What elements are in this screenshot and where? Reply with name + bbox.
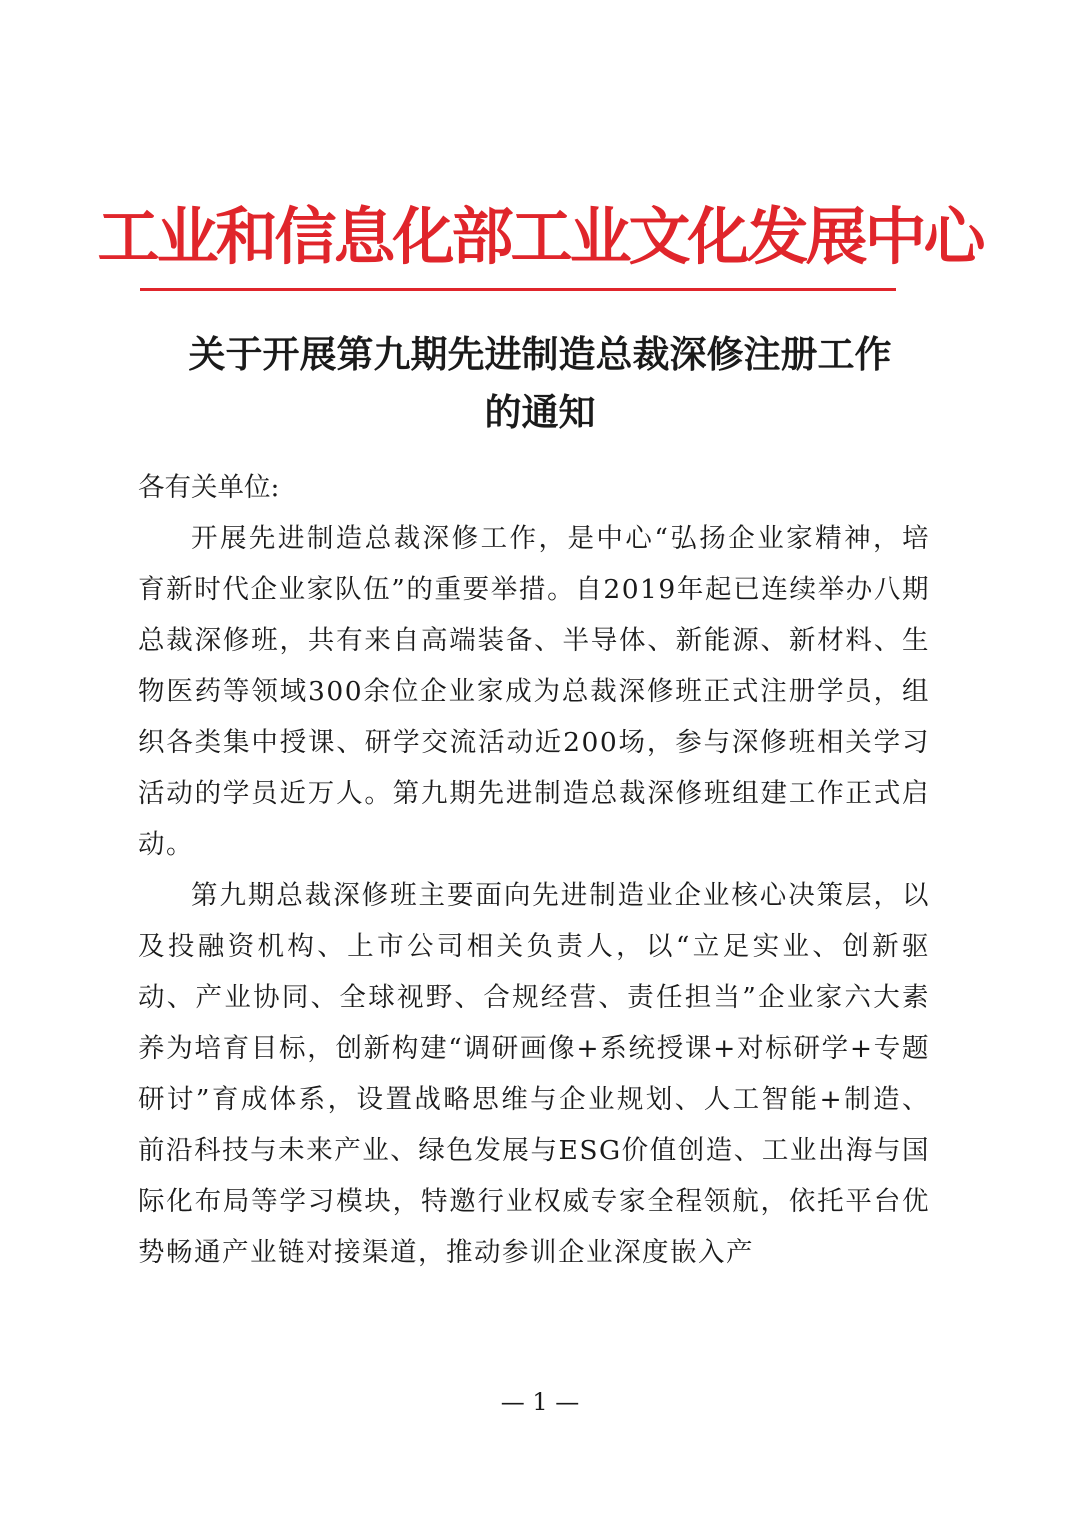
document-title-line-2: 的通知	[484, 390, 596, 434]
body-paragraph-1: 开展先进制造总裁深修工作，是中心“弘扬企业家精神，培育新时代企业家队伍”的重要举措。自2019年起已连续举办八期总裁深修班，共有来自高端装备、半导体、新能源、新材料、生物医药等领域300余位企业家成为总裁深修班正式注册学员，组织各类集中授课、研学交流活动近200场，参与深修班相关学习活动的学员近万人。第九期先进制造总裁深修班组建工作正式启动。	[138, 523, 930, 860]
page-number: — 1 —	[500, 1388, 580, 1416]
red-divider-line	[140, 288, 896, 291]
document-title-line-1: 关于开展第九期先进制造总裁深修注册工作	[188, 332, 892, 376]
salutation: 各有关单位:	[138, 472, 280, 503]
document-body	[138, 462, 930, 1278]
body-paragraph-2: 第九期总裁深修班主要面向先进制造业企业核心决策层，以及投融资机构、上市公司相关负责人，以“立足实业、创新驱动、产业协同、全球视野、合规经营、责任担当”企业家六大素养为培育目标，创新构建“调研画像+系统授课+对标研学+专题研讨”育成体系，设置战略思维与企业规划、人工智能+制造、前沿科技与未来产业、绿色发展与ESG价值创造、工业出海与国际化布局等学习模块，特邀行业权威专家全程领航，依托平台优势畅通产业链对接渠道，推动参训企业深度嵌入产	[138, 880, 930, 1268]
document-title	[0, 325, 1080, 441]
organization-header: 工业和信息化部工业文化发展中心	[97, 200, 983, 273]
